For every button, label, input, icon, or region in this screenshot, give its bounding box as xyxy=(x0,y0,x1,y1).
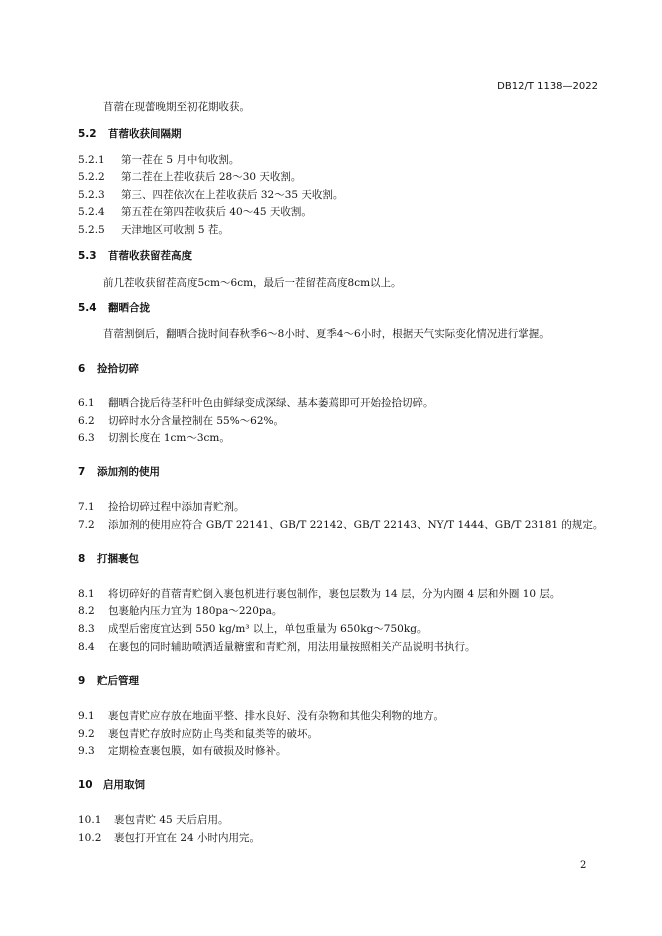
heading-number: 9 xyxy=(78,675,86,687)
clause-number: 6.3 xyxy=(78,432,95,444)
clause-10-2 xyxy=(78,831,260,845)
heading-number: 5.4 xyxy=(78,302,97,314)
clause-9-2 xyxy=(78,727,318,741)
clause-5-2-5 xyxy=(78,223,229,237)
clause-text: 第五茬在第四茬收获后 40～45 天收割。 xyxy=(121,206,312,218)
clause-6-1 xyxy=(78,396,434,410)
clause-9-1 xyxy=(78,709,444,723)
heading-title: 打捆裹包 xyxy=(97,553,139,565)
clause-5-2-1 xyxy=(78,153,239,167)
clause-text: 切碎时水分含量控制在 55%～62%。 xyxy=(108,415,285,427)
clause-7-2 xyxy=(78,518,603,532)
clause-5-4-text: 苜蓿割倒后，翻晒合拢时间春秋季6～8小时、夏季4～6小时，根据天气实际变化情况进行掌握。 xyxy=(103,328,550,340)
clause-text: 裹包打开宜在 24 小时内用完。 xyxy=(114,832,261,844)
heading-title: 添加剂的使用 xyxy=(97,466,160,478)
clause-number: 7.2 xyxy=(78,519,95,531)
clause-5-2-4 xyxy=(78,205,312,219)
clause-5-2-2 xyxy=(78,170,301,184)
clause-5-2-3 xyxy=(78,188,343,202)
heading-title: 捡拾切碎 xyxy=(97,363,139,375)
clause-number: 8.1 xyxy=(78,588,95,600)
clause-number: 7.1 xyxy=(78,501,95,513)
clause-8-4 xyxy=(78,640,476,654)
clause-number: 5.2.2 xyxy=(78,171,105,183)
clause-text: 在裹包的同时辅助喷洒适量糖蜜和青贮剂，用法用量按照相关产品说明书执行。 xyxy=(108,641,476,653)
clause-6-3 xyxy=(78,431,230,445)
heading-title: 启用取饲 xyxy=(103,779,145,791)
clause-6-2 xyxy=(78,414,284,428)
clause-10-1 xyxy=(78,813,229,827)
heading-number: 8 xyxy=(78,553,86,565)
clause-number: 9.3 xyxy=(78,745,95,757)
clause-8-3 xyxy=(78,622,427,636)
clause-text: 成型后密度宜达到 550 kg/m³ 以上，单包重量为 650kg～750kg。 xyxy=(108,623,428,635)
clause-text: 第二茬在上茬收获后 28～30 天收割。 xyxy=(121,171,302,183)
clause-text: 捡拾切碎过程中添加青贮剂。 xyxy=(108,501,245,513)
clause-8-2 xyxy=(78,604,282,618)
heading-number: 5.3 xyxy=(78,250,97,262)
clause-5-3-text: 前几茬收获留茬高度5cm～6cm，最后一茬留茬高度8cm以上。 xyxy=(103,277,402,289)
clause-number: 8.2 xyxy=(78,605,95,617)
heading-title: 苜蓿收获留茬高度 xyxy=(108,250,192,262)
clause-number: 5.2.5 xyxy=(78,224,105,236)
heading-title: 翻晒合拢 xyxy=(108,302,150,314)
heading-number: 5.2 xyxy=(78,128,97,140)
clause-text: 切割长度在 1cm～3cm。 xyxy=(108,432,230,444)
clause-9-3 xyxy=(78,744,287,758)
heading-9 xyxy=(78,674,139,688)
heading-5-3 xyxy=(78,249,192,263)
clause-text: 裹包青贮 45 天后启用。 xyxy=(114,814,229,826)
clause-number: 10.2 xyxy=(78,832,102,844)
clause-7-1 xyxy=(78,500,245,514)
heading-5-4 xyxy=(78,301,150,315)
document-code-header: DB12/T 1138—2022 xyxy=(497,81,598,92)
clause-text: 翻晒合拢后待茎秆叶色由鲜绿变成深绿、基本萎蔫即可开始捡拾切碎。 xyxy=(108,397,434,409)
heading-6 xyxy=(78,362,139,376)
clause-text: 第三、四茬依次在上茬收获后 32～35 天收割。 xyxy=(121,189,344,201)
clause-text: 添加剂的使用应符合 GB/T 22141、GB/T 22142、GB/T 22143、NY/T 1444、GB/T 23181 的规定。 xyxy=(108,519,604,531)
clause-number: 6.2 xyxy=(78,415,95,427)
clause-number: 8.4 xyxy=(78,641,95,653)
heading-7 xyxy=(78,465,160,479)
heading-title: 贮后管理 xyxy=(97,675,139,687)
heading-5-2 xyxy=(78,127,182,141)
clause-text: 裹包青贮应存放在地面平整、排水良好、没有杂物和其他尖利物的地方。 xyxy=(108,710,444,722)
clause-text: 定期检查裹包膜，如有破损及时修补。 xyxy=(108,745,287,757)
clause-number: 5.2.4 xyxy=(78,206,105,218)
heading-number: 7 xyxy=(78,466,86,478)
clause-5-1-continuation: 苜蓿在现蕾晚期至初花期收获。 xyxy=(103,101,250,113)
heading-8 xyxy=(78,552,139,566)
clause-text: 天津地区可收割 5 茬。 xyxy=(121,224,229,236)
clause-number: 9.1 xyxy=(78,710,95,722)
heading-10 xyxy=(78,778,145,792)
clause-text: 第一茬在 5 月中旬收割。 xyxy=(121,154,240,166)
clause-number: 9.2 xyxy=(78,728,95,740)
heading-number: 10 xyxy=(78,779,93,791)
clause-number: 5.2.1 xyxy=(78,154,105,166)
clause-number: 10.1 xyxy=(78,814,102,826)
clause-text: 包裹舱内压力宜为 180pa～220pa。 xyxy=(108,605,283,617)
clause-text: 裹包青贮存放时应防止鸟类和鼠类等的破坏。 xyxy=(108,728,318,740)
clause-8-1 xyxy=(78,587,560,601)
clause-number: 5.2.3 xyxy=(78,189,105,201)
clause-text: 将切碎好的苜蓿青贮倒入裹包机进行裹包制作，裹包层数为 14 层，分为内圈 4 层和外圈 10 层。 xyxy=(108,588,561,600)
heading-number: 6 xyxy=(78,363,86,375)
clause-number: 8.3 xyxy=(78,623,95,635)
clause-number: 6.1 xyxy=(78,397,95,409)
page-number: 2 xyxy=(580,860,587,871)
heading-title: 苜蓿收获间隔期 xyxy=(108,128,182,140)
